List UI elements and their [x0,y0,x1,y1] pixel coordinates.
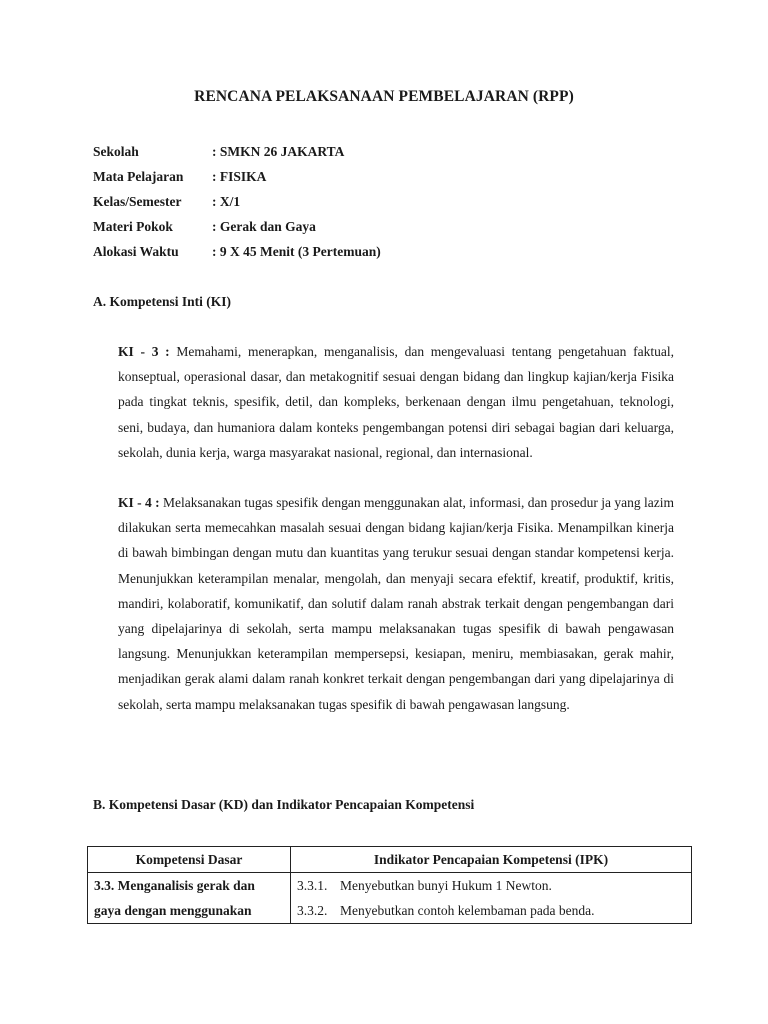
ipk-item [297,898,685,923]
ipk-text: Menyebutkan contoh kelembaman pada benda. [340,903,595,918]
ki3-label: KI - 3 : [118,344,170,359]
table-row [88,873,692,924]
identity-value: : X/1 [212,194,241,209]
ki4-label: KI - 4 : [118,495,160,510]
ki3-paragraph [118,339,674,465]
identity-block [93,143,381,268]
ki4-paragraph [118,490,674,717]
document-title: RENCANA PELAKSANAAN PEMBELAJARAN (RPP) [194,88,574,105]
ipk-item [297,873,685,898]
kd-cell: 3.3. Menganalisis gerak dan gaya dengan menggunakan [88,873,291,924]
kd-ipk-table [87,846,692,924]
identity-value: : SMKN 26 JAKARTA [212,144,345,159]
identity-value: : 9 X 45 Menit (3 Pertemuan) [212,244,381,259]
table-header-ipk: Indikator Pencapaian Kompetensi (IPK) [291,847,692,873]
table-header-kd: Kompetensi Dasar [88,847,291,873]
identity-row-class [93,193,381,218]
section-a-heading: A. Kompetensi Inti (KI) [93,294,231,309]
ipk-text: Menyebutkan bunyi Hukum 1 Newton. [340,878,552,893]
identity-row-time [93,243,381,268]
ki4-text: Melaksanakan tugas spesifik dengan menggunakan alat, informasi, dan prosedur ja yang lazim dilakukan serta memecahkan masalah sesuai dengan bidang kajian/kerja Fisika. Menampilkan kinerja di bawah bimbingan dengan mutu dan kuantitas yang terukur sesuai dengan standar kompetensi kerja. Menunjukkan keterampilan menalar, mengolah, dan menyaji secara efektif, kreatif, produktif, kritis, mandiri, kolaboratif, komunikatif, dan solutif dalam ranah abstrak terkait dengan pengembangan dari yang dipelajarinya di sekolah, serta mampu melaksanakan tugas spesifik di bawah pengawasan langsung. Menunjukkan keterampilan mempersepsi, kesiapan, meniru, membiasakan, gerak mahir, menjadikan gerak alami dalam ranah konkret terkait dengan pengembangan dari yang dipelajarinya di sekolah, serta mampu melaksanakan tugas spesifik di bawah pengawasan langsung. [118,495,674,712]
ipk-number: 3.3.1. [297,878,328,893]
ipk-number: 3.3.2. [297,903,328,918]
identity-row-school [93,143,381,168]
section-b-heading: B. Kompetensi Dasar (KD) dan Indikator Pencapaian Kompetensi [93,797,475,812]
identity-value: : Gerak dan Gaya [212,219,316,234]
table-header-row [88,847,692,873]
identity-label: Mata Pelajaran [93,169,184,184]
identity-row-topic [93,218,381,243]
ipk-cell [291,873,692,924]
ki3-text: Memahami, menerapkan, menganalisis, dan mengevaluasi tentang pengetahuan faktual, konseptual, operasional dasar, dan metakognitif sesuai dengan bidang dan lingkup kajian/kerja Fisika pada tingkat teknis, spesifik, detil, dan kompleks, berkenaan dengan ilmu pengetahuan, teknologi, seni, budaya, dan humaniora dalam konteks pengembangan potensi diri sebagai bagian dari keluarga, sekolah, dunia kerja, warga masyarakat nasional, regional, dan internasional. [118,344,674,460]
identity-label: Sekolah [93,144,139,159]
identity-value: : FISIKA [212,169,267,184]
identity-label: Materi Pokok [93,219,173,234]
identity-label: Alokasi Waktu [93,244,179,259]
identity-label: Kelas/Semester [93,194,182,209]
identity-row-subject [93,168,381,193]
